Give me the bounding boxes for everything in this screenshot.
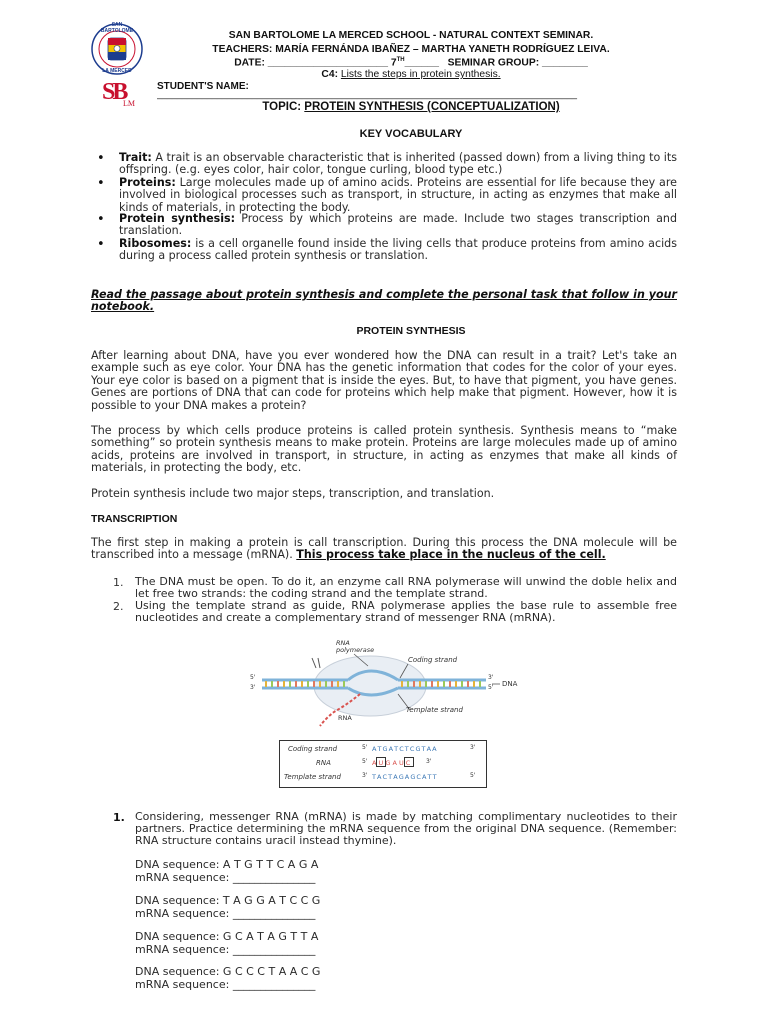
task-number: 1. [113, 811, 125, 824]
sb-logo-text: SB [102, 79, 126, 105]
vocab-term: Trait: [119, 151, 152, 164]
instruction: Read the passage about protein synthesis and complete the personal task that follow in your notebook. [91, 288, 677, 314]
topic-value: PROTEIN SYNTHESIS (CONCEPTUALIZATION) [304, 101, 560, 113]
vocab-item-proteins [119, 177, 677, 214]
c4-label: C4: [321, 69, 339, 80]
intro-text: The first step in making a protein is call transcription. During this process the DNA molecule will be transcribed into a message (mRNA). [91, 536, 677, 562]
topic-label: TOPIC: [262, 101, 302, 113]
c4-line [150, 69, 672, 80]
vocab-def: Large molecules made up of amino acids. Proteins are essential for life because they are involved in biological processes such as transport, in structure, in acting as enzymes that make all kinds of materials, in protecting the body. [119, 176, 677, 214]
rna-polymerase-label: RNA polymerase [336, 639, 375, 654]
rna-label: RNA [338, 714, 352, 722]
intro-bold: This process take place in the nucleus of the cell. [296, 548, 606, 562]
sequence-table [279, 740, 487, 788]
sblm-logo [102, 79, 136, 113]
topic-line [150, 101, 672, 113]
coding-five: 5' [362, 744, 368, 751]
date-field[interactable]: DATE: _____________________ [234, 57, 389, 69]
mrna-answer-field[interactable]: mRNA sequence: _______________ [135, 978, 316, 991]
teachers-line: TEACHERS: MARÍA FERNÁNDA IBAÑEZ – MARTHA YANETH RODRÍGUEZ LEIVA. [212, 44, 610, 55]
transcription-intro [91, 537, 677, 562]
dna-label: DNA [502, 680, 518, 688]
vocab-def: is a cell organelle found inside the living cells that produce proteins from amino acids during a process called protein synthesis or translation. [119, 237, 677, 263]
student-name-label: STUDENT'S NAME: [157, 81, 249, 92]
coding-row-label: Coding strand [288, 745, 338, 753]
passage-p1: After learning about DNA, have you ever wondered how the DNA can result in a trait? Let's take an example such as eye color. Your DNA has the genetic information that codes for the color of your eyes. Your eye color is based on a pigment that is inside the eyes. But, to have that pigment, you have genes. Genes are portions of DNA that can code for proteins which help make that pigment. However, how it is possible to your DNA makes a protein? [91, 349, 677, 412]
template-row-label: Template strand [284, 773, 341, 781]
task-text: Considering, messenger RNA (mRNA) is made by matching complimentary nucleotides to their partners. Practice determining the mRNA sequence from the original DNA sequence. (Remember: RNA structure contains uracil instead thymine). [135, 810, 677, 848]
step-number: 2. [113, 600, 124, 613]
vocab-term: Protein synthesis: [119, 212, 236, 225]
step-number: 1. [113, 576, 124, 589]
step-text: Using the template strand as guide, RNA polymerase applies the base rule to assemble free nucleotides and create a complementary strand of messenger RNA (mRNA). [135, 599, 677, 625]
dna-sequence: DNA sequence: A T G T T C A G A [135, 858, 319, 871]
rna-three: 3' [426, 758, 432, 765]
lm-logo-text: LM [123, 99, 135, 108]
template-strand-label: Template strand [406, 706, 463, 714]
dna-sequence: DNA sequence: G C C C T A A C G [135, 965, 321, 978]
school-crest [89, 23, 145, 75]
vocab-item-ribosomes [119, 238, 677, 263]
coding-strand-label: Coding strand [408, 656, 458, 664]
crest-bottom-text: LA MERCED [102, 68, 132, 74]
passage-p3: Protein synthesis include two major steps, transcription, and translation. [91, 487, 495, 500]
five-prime-right-label: 5' [488, 684, 494, 691]
passage-title: PROTEIN SYNTHESIS [356, 325, 466, 337]
rna-box-2 [404, 757, 414, 767]
grade: 7 [390, 57, 397, 69]
dna-sequence: DNA sequence: T A G G A T C C G [135, 894, 321, 907]
mrna-answer-field[interactable]: mRNA sequence: _______________ [135, 871, 316, 884]
coding-seq: A T G A T C T C G T A A [372, 745, 437, 753]
rna-row-label: RNA [316, 759, 331, 767]
rna-box-1 [376, 757, 386, 767]
transcription-diagram-svg [248, 638, 520, 734]
bullet-dot: • [97, 237, 105, 252]
template-three: 3' [362, 772, 368, 779]
rna-seq: A U G A U C [372, 759, 411, 767]
bullet-dot: • [97, 212, 105, 227]
vocab-term: Proteins: [119, 176, 176, 189]
vocab-item-trait [119, 152, 677, 177]
dna-sequence: DNA sequence: G C A T A G T T A [135, 930, 319, 943]
seminar-group-field[interactable]: SEMINAR GROUP: ________ [447, 57, 588, 69]
coding-three: 3' [470, 744, 476, 751]
step-text: The DNA must be open. To do it, an enzyme call RNA polymerase will unwind the doble helix and let free two strands: the coding strand and the template strand. [135, 575, 677, 601]
school-line: SAN BARTOLOME LA MERCED SCHOOL - NATURAL CONTEXT SEMINAR. [228, 30, 594, 41]
crest-top-text: SAN BARTOLOME [100, 22, 134, 34]
bullet-dot: • [97, 151, 105, 166]
template-seq: T A C T A G A G C A T T [372, 773, 437, 781]
vocab-term: Ribosomes: [119, 237, 192, 250]
three-prime-left-label: 3' [250, 684, 256, 691]
three-prime-right-label: 3' [488, 674, 494, 681]
template-five: 5' [470, 772, 476, 779]
student-name-field[interactable]: ____________________________________________________________________________________ [157, 89, 577, 100]
mrna-answer-field[interactable]: mRNA sequence: _______________ [135, 943, 316, 956]
grade-blank[interactable]: ______ [404, 57, 439, 69]
grade-sup: TH [396, 57, 405, 63]
date-line [150, 57, 672, 68]
rna-five: 5' [362, 758, 368, 765]
vocab-item-protein-synthesis [119, 213, 677, 238]
transcription-diagram [248, 638, 520, 734]
vocab-def: Process by which proteins are made. Include two stages transcription and translation. [119, 212, 677, 238]
five-prime-left-label: 5' [250, 674, 256, 681]
passage-p2: The process by which cells produce proteins is called protein synthesis. Synthesis means to “make something” so protein synthesis means to make protein. Proteins are large molecules made up of amino acids, proteins are involved in transport, in structure, in acting as enzymes that make all kinds of materials, in protecting the body, etc. [91, 424, 677, 475]
c4-text: Lists the steps in protein synthesis. [340, 69, 501, 80]
vocab-title: KEY VOCABULARY [359, 128, 463, 140]
mrna-answer-field[interactable]: mRNA sequence: _______________ [135, 907, 316, 920]
vocab-def: A trait is an observable characteristic that is inherited (passed down) from a living thing to its offspring. (e.g. eyes color, hair color, tongue curling, blood type etc.) [119, 151, 677, 177]
transcription-title: TRANSCRIPTION [91, 513, 178, 525]
bullet-dot: • [97, 176, 105, 191]
